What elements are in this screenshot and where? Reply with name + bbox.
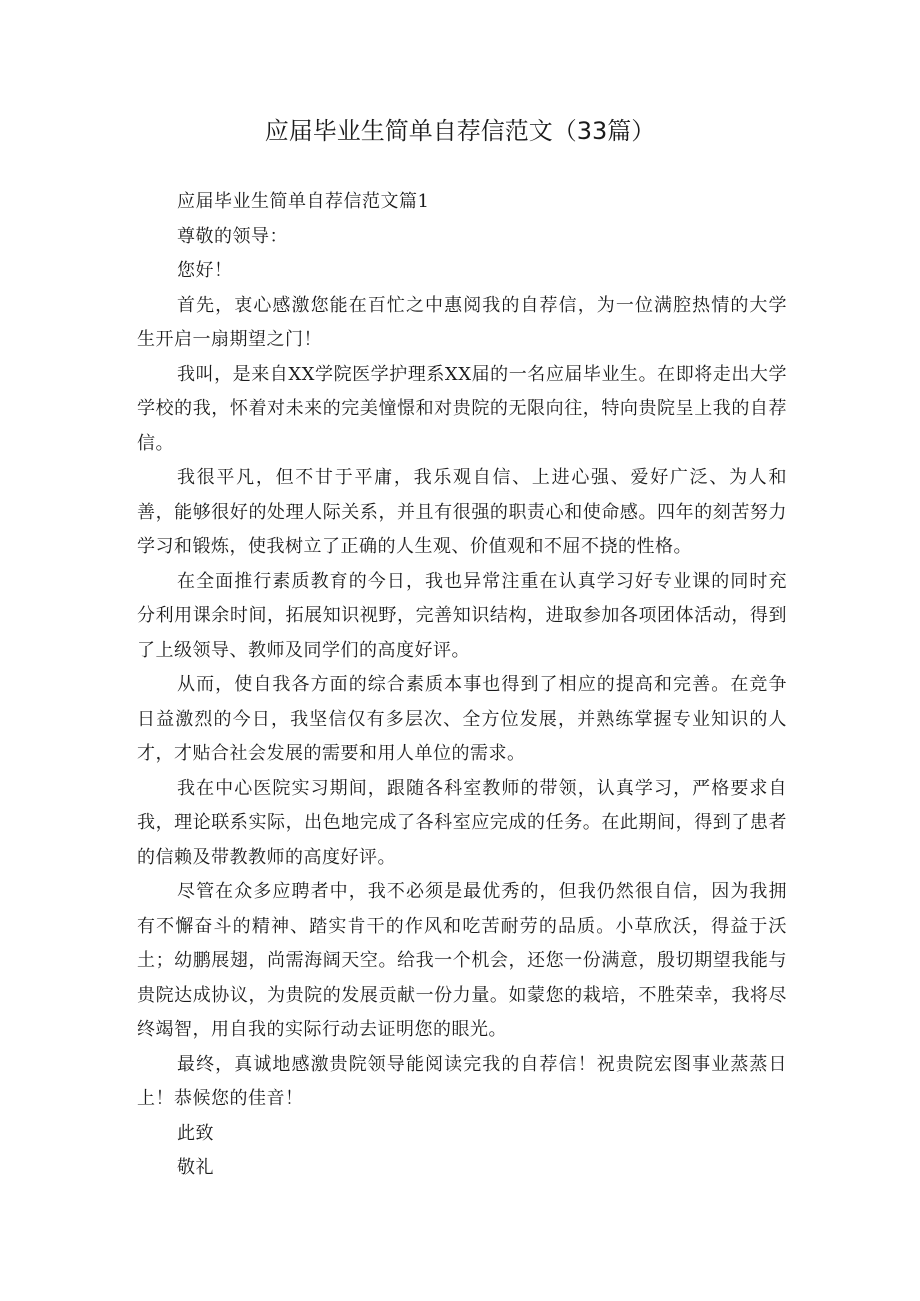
body-paragraph: 我在中心医院实习期间，跟随各科室教师的带领，认真学习，严格要求自我，理论联系实际，出色地完成了各科室应完成的任务。在此期间，得到了患者的信赖及带教教师的高度好评。	[137, 777, 787, 868]
closing-phrase: 此致	[177, 1122, 214, 1144]
body-paragraph: 尽管在众多应聘者中，我不必须是最优秀的，但我仍然很自信，因为我拥有不懈奋斗的精神、踏实肯干的作风和吃苦耐劳的品质。小草欣沃，得益于沃土；幼鹏展翅，尚需海阔天空。给我一个机会，还您一份满意，殷切期望我能与贵院达成协议，为贵院的发展贡献一份力量。如蒙您的栽培，不胜荣幸，我将尽终竭智，用自我的实际行动去证明您的眼光。	[137, 881, 787, 1040]
body-paragraph: 从而，使自我各方面的综合素质本事也得到了相应的提高和完善。在竞争日益激烈的今日，我坚信仅有多层次、全方位发展，并熟练掌握专业知识的人才，才贴合社会发展的需要和用人单位的需求。	[137, 674, 787, 764]
section-heading: 应届毕业生简单自荐信范文篇1	[177, 191, 430, 212]
body-paragraph: 在全面推行素质教育的今日，我也异常注重在认真学习好专业课的同时充分利用课余时间，拓展知识视野，完善知识结构，进取参加各项团体活动，得到了上级领导、教师及同学们的高度好评。	[137, 570, 787, 661]
body-paragraph: 我很平凡，但不甘于平庸，我乐观自信、上进心强、爱好广泛、为人和善，能够很好的处理人际关系，并且有很强的职责心和使命感。四年的刻苦努力学习和锻炼，使我树立了正确的人生观、价值观和不屈不挠的性格。	[137, 467, 787, 557]
body-paragraph: 首先，衷心感激您能在百忙之中惠阅我的自荐信，为一位满腔热情的大学生开启一扇期望之门！	[137, 294, 787, 350]
document-title: 应届毕业生简单自荐信范文（33篇）	[264, 117, 656, 145]
body-paragraph: 最终，真诚地感激贵院领导能阅读完我的自荐信！祝贵院宏图事业蒸蒸日上！恭候您的佳音！	[137, 1053, 787, 1109]
document-body	[137, 185, 787, 1186]
closing-regards: 敬礼	[177, 1157, 214, 1178]
greeting: 您好！	[177, 260, 233, 281]
salutation: 尊敬的领导：	[177, 225, 288, 247]
body-paragraph: 我叫，是来自XX学院医学护理系XX届的一名应届毕业生。在即将走出大学学校的我，怀着对未来的完美憧憬和对贵院的无限向往，特向贵院呈上我的自荐信。	[137, 363, 787, 454]
